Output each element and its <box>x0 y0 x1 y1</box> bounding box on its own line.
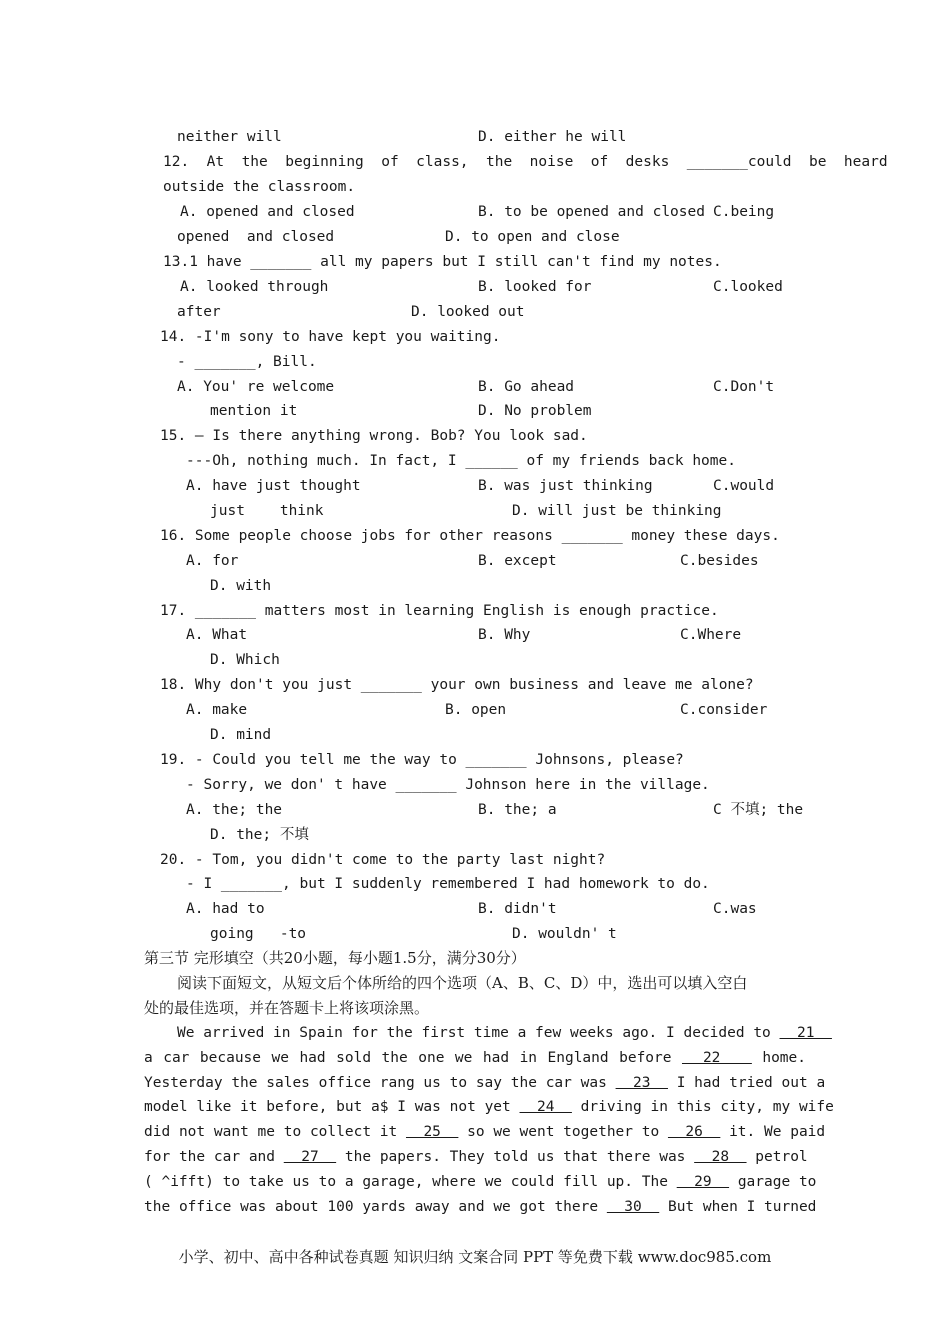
option-text: C.was <box>713 901 757 917</box>
question-text: 16. Some people choose jobs for other reasons _______ money these days. <box>160 528 780 544</box>
blank: 27 <box>283 1149 337 1165</box>
word: us <box>292 1174 310 1190</box>
word: model <box>144 1099 188 1115</box>
option-text: C.besides <box>680 553 759 569</box>
option-text: A. What <box>186 627 248 643</box>
option-text: D. No problem <box>478 403 592 419</box>
word: together <box>563 1124 634 1140</box>
question-text: - _______, Bill. <box>177 354 317 370</box>
word: yards <box>362 1199 406 1215</box>
word: turned <box>764 1199 817 1215</box>
blank: 23 <box>615 1075 668 1091</box>
word: want <box>213 1124 249 1140</box>
option-text: A. had to <box>186 901 265 917</box>
blank: 22 <box>681 1050 752 1066</box>
word: decided <box>683 1025 745 1041</box>
word: to <box>449 1075 468 1091</box>
question-text: 15. — Is there anything wrong. Bob? You look sad. <box>160 428 588 444</box>
word: could <box>510 1174 555 1190</box>
word: we <box>493 1199 511 1215</box>
option-text: B. to be opened and closed <box>478 204 705 220</box>
word: the <box>178 1149 206 1165</box>
question-text: 18. Why don't you just _______ your own business and leave me alone? <box>160 677 754 693</box>
option-text: B. didn't <box>478 901 557 917</box>
question-text: - I _______, but I suddenly remembered I had homework to do. <box>186 876 710 892</box>
word: collect <box>309 1124 372 1140</box>
word: it. <box>729 1124 756 1140</box>
word: before, <box>266 1099 328 1115</box>
word: did <box>144 1124 171 1140</box>
word: had <box>299 1050 326 1066</box>
word: rang <box>379 1075 415 1091</box>
question-text: outside the classroom. <box>163 179 356 195</box>
blank: 25 <box>405 1124 459 1140</box>
word: driving <box>580 1099 642 1115</box>
word: sold <box>336 1050 372 1066</box>
option-text: opened and closed <box>177 229 335 245</box>
option-text: A. looked through <box>180 279 329 295</box>
word: we <box>271 1050 289 1066</box>
question-text: 12. At the beginning of class, the noise of desks _______could be heard <box>163 154 888 170</box>
word: yet <box>484 1099 511 1115</box>
word: about <box>275 1199 319 1215</box>
word: was <box>659 1149 686 1165</box>
question-text: 17. _______ matters most in learning English is enough practice. <box>160 603 719 619</box>
word: the <box>510 1075 537 1091</box>
word: the <box>381 1050 408 1066</box>
footer-text: 小学、初中、高中各种试卷真题 知识归纳 文案合同 PPT 等免费下载 www.doc985.com <box>178 1248 772 1266</box>
question-text: ---Oh, nothing much. In fact, I ______ of my friends back home. <box>186 453 736 469</box>
option-text: B. except <box>478 553 557 569</box>
word: Spain <box>299 1025 343 1041</box>
word: to <box>641 1124 660 1140</box>
word: for <box>144 1149 171 1165</box>
word: it <box>240 1099 258 1115</box>
word: to <box>283 1124 302 1140</box>
word: was <box>240 1199 267 1215</box>
option-text: A. make <box>186 702 248 718</box>
option-text: C.being <box>713 204 775 220</box>
option-text: A. for <box>186 553 239 569</box>
word: few <box>535 1025 562 1041</box>
word: where <box>432 1174 476 1190</box>
option-text: B. was just thinking <box>478 478 653 494</box>
word: the <box>144 1199 171 1215</box>
option-text: mention it <box>210 403 298 419</box>
word: away <box>414 1199 450 1215</box>
blank: 24 <box>519 1099 572 1115</box>
option-text: A. have just thought <box>186 478 361 494</box>
word: garage, <box>362 1174 424 1190</box>
word: one <box>418 1050 445 1066</box>
option-text: B. the; a <box>478 802 557 818</box>
word: like <box>196 1099 232 1115</box>
word: arrived <box>203 1025 265 1041</box>
option-text: C.would <box>713 478 775 494</box>
option-text: A. opened and closed <box>180 204 355 220</box>
word: ^ifft) <box>161 1174 214 1190</box>
word: The <box>641 1174 668 1190</box>
word: sales <box>266 1075 310 1091</box>
passage-line <box>144 1148 806 1166</box>
blank: 29 <box>676 1174 730 1190</box>
option-text: D. will just be thinking <box>512 503 722 519</box>
option-text: after <box>177 304 221 320</box>
option-text: C.Don't <box>713 379 775 395</box>
option-text: B. open <box>445 702 507 718</box>
word: to <box>753 1025 771 1041</box>
option-text: D. wouldn' t <box>512 926 617 942</box>
word: not <box>178 1124 206 1140</box>
word: time <box>473 1025 509 1041</box>
word: us <box>536 1149 555 1165</box>
word: was <box>580 1075 607 1091</box>
word: I <box>676 1075 686 1091</box>
word: fill <box>563 1174 599 1190</box>
word: but <box>336 1099 363 1115</box>
word: the <box>344 1149 372 1165</box>
word: the <box>231 1075 258 1091</box>
question-text: 19. - Could you tell me the way to _______ Johnsons, please? <box>160 752 684 768</box>
instructions: 处的最佳选项，并在答题卡上将该项涂黑。 <box>144 999 430 1017</box>
passage-line <box>144 1198 817 1216</box>
word: before <box>619 1050 672 1066</box>
option-text: D. mind <box>210 727 272 743</box>
word: in <box>273 1025 291 1041</box>
section-heading: 第三节 完形填空（共20小题，每小题1.5分，满分30分） <box>144 949 526 967</box>
option-text: D. either he will <box>478 129 627 145</box>
word: car <box>545 1075 572 1091</box>
word: there <box>606 1149 651 1165</box>
word: They <box>449 1149 485 1165</box>
word: I <box>666 1025 675 1041</box>
word: when <box>702 1199 738 1215</box>
word: we <box>484 1174 503 1190</box>
question-text: - Sorry, we don' t have _______ Johnson here in the village. <box>186 777 710 793</box>
word: take <box>248 1174 284 1190</box>
word: to <box>222 1174 241 1190</box>
instructions: 阅读下面短文，从短文后个体所给的四个选项（A、B、C、D）中，选出可以填入空白 <box>177 974 748 992</box>
word: a <box>344 1174 354 1190</box>
word: the <box>386 1025 413 1041</box>
passage-line <box>144 1123 826 1141</box>
passage-line <box>144 1074 826 1092</box>
word: 100 <box>327 1199 354 1215</box>
question-text: 20. - Tom, you didn't come to the party last night? <box>160 852 606 868</box>
option-text: neither will <box>177 129 282 145</box>
word: I <box>397 1099 406 1115</box>
word: a <box>144 1050 153 1066</box>
option-text: D. looked out <box>411 304 525 320</box>
option-text: C 不填; the <box>713 802 804 818</box>
word: petrol <box>755 1149 808 1165</box>
word: tried <box>729 1075 773 1091</box>
word: England <box>547 1050 609 1066</box>
word: there <box>554 1199 599 1215</box>
word: because <box>199 1050 262 1066</box>
option-text: C.consider <box>680 702 768 718</box>
word: to <box>318 1174 337 1190</box>
blank: 28 <box>694 1149 747 1165</box>
blank: 21 <box>779 1025 832 1041</box>
word: papers. <box>379 1149 441 1165</box>
option-text: C.Where <box>680 627 742 643</box>
word: this <box>676 1099 712 1115</box>
word: weeks <box>569 1025 614 1041</box>
word: so <box>467 1124 485 1140</box>
word: ( <box>144 1174 153 1190</box>
word: and <box>458 1199 485 1215</box>
option-text: B. Why <box>478 627 531 643</box>
option-text: A. You' re welcome <box>177 379 335 395</box>
question-text: 14. -I'm sony to have kept you waiting. <box>160 329 501 345</box>
word: in <box>519 1050 538 1066</box>
word: city, <box>720 1099 764 1115</box>
option-text: just think <box>210 503 324 519</box>
word: told <box>493 1149 529 1165</box>
word: not <box>449 1099 476 1115</box>
word: up. <box>606 1174 634 1190</box>
word: ago. <box>622 1025 658 1041</box>
word: in <box>650 1099 668 1115</box>
passage-line <box>144 1173 817 1191</box>
blank: 26 <box>667 1124 721 1140</box>
word: us <box>423 1075 441 1091</box>
word: to <box>798 1174 817 1190</box>
passage-line <box>144 1098 834 1116</box>
word: had <box>694 1075 721 1091</box>
word: wife <box>798 1099 834 1115</box>
word: a <box>816 1075 826 1091</box>
word: and <box>248 1149 276 1165</box>
option-text: D. to open and close <box>445 229 620 245</box>
option-text: D. the; 不填 <box>210 827 309 843</box>
option-text: B. Go ahead <box>478 379 575 395</box>
word: had <box>482 1050 510 1066</box>
word: we <box>493 1124 511 1140</box>
word: a <box>517 1025 527 1041</box>
word: went <box>519 1124 555 1140</box>
option-text: A. the; the <box>186 802 283 818</box>
word: office <box>178 1199 232 1215</box>
word: garage <box>737 1174 791 1190</box>
word: got <box>519 1199 546 1215</box>
word: paid <box>790 1124 826 1140</box>
word: that <box>563 1149 599 1165</box>
word: out <box>781 1075 808 1091</box>
option-text: B. looked for <box>478 279 592 295</box>
word: was <box>414 1099 441 1115</box>
word: car <box>163 1050 190 1066</box>
word: We <box>177 1025 195 1041</box>
blank: 30 <box>606 1199 660 1215</box>
word: car <box>213 1149 241 1165</box>
passage-line <box>144 1024 832 1042</box>
word: We <box>764 1124 782 1140</box>
option-text: D. Which <box>210 652 280 668</box>
word: it <box>379 1124 398 1140</box>
word: first <box>421 1025 466 1041</box>
option-text: C.looked <box>713 279 783 295</box>
word: Yesterday <box>144 1075 223 1091</box>
word: But <box>667 1199 695 1215</box>
word: a$ <box>371 1099 389 1115</box>
option-text: going -to <box>210 926 307 942</box>
word: me <box>257 1124 275 1140</box>
word: home. <box>762 1050 806 1066</box>
word: office <box>318 1075 372 1091</box>
option-text: D. with <box>210 578 272 594</box>
word: my <box>772 1099 791 1115</box>
word: we <box>454 1050 473 1066</box>
word: I <box>746 1199 756 1215</box>
question-text: 13.1 have _______ all my papers but I still can't find my notes. <box>163 254 722 270</box>
word: for <box>351 1025 378 1041</box>
word: say <box>475 1075 503 1091</box>
passage-line <box>144 1049 806 1067</box>
